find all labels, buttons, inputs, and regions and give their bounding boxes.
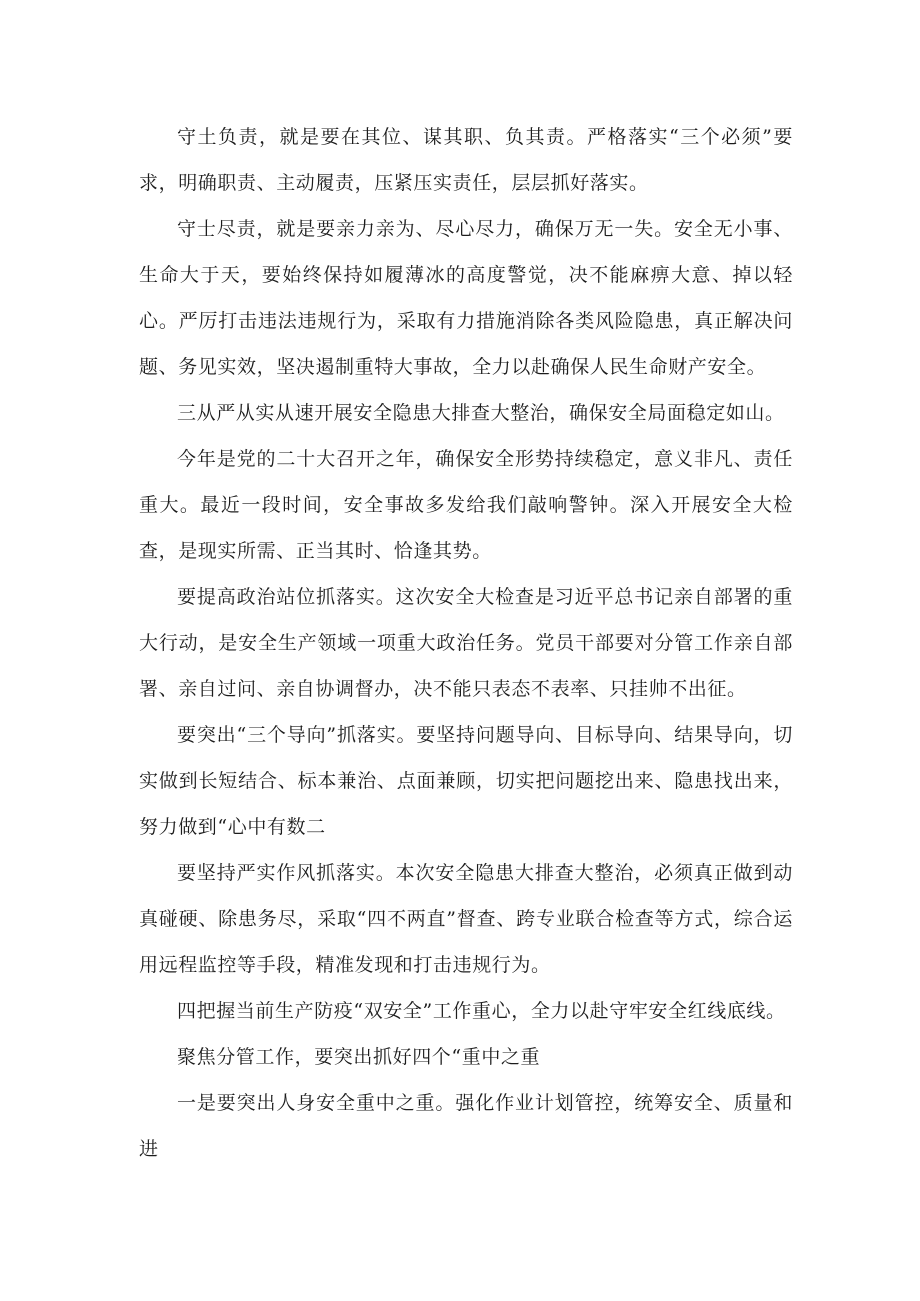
paragraph-5: 要提高政治站位抓落实。这次安全大检查是习近平总书记亲自部署的重大行动，是安全生产领域一项重大政治任务。党员干部要对分管工作亲自部署、亲自过问、亲自协调督办，决不能只表态不表率、只挂帅不出征。 [139, 586, 793, 700]
paragraph-9: 聚焦分管工作，要突出抓好四个“重中之重 [177, 1046, 541, 1068]
paragraph-2: 守士尽责，就是要亲力亲为、尽心尽力，确保万无一失。安全无小事、生命大于天，要始终保持如履薄冰的高度警觉，决不能麻痹大意、掉以轻心。严厉打击违法违规行为，采取有力措施消除各类风险隐患，真正解决问题、务见实效，坚决遏制重特大事故，全力以赴确保人民生命财产安全。 [139, 218, 793, 378]
paragraph-3: 三从严从实从速开展安全隐患大排查大整治，确保安全局面稳定如山。 [177, 402, 785, 424]
paragraph-8: 四把握当前生产防疫“双安全”工作重心，全力以赴守牢安全红线底线。 [177, 1000, 786, 1022]
paragraph-1: 守土负责，就是要在其位、谋其职、负其责。严格落实“三个必须”要求，明确职责、主动履责，压紧压实责任，层层抓好落实。 [139, 126, 793, 194]
paragraph-6: 要突出“三个导向”抓落实。要坚持问题导向、目标导向、结果导向，切实做到长短结合、标本兼治、点面兼顾，切实把问题挖出来、隐患找出来，努力做到“心中有数二 [139, 724, 793, 838]
paragraph-4: 今年是党的二十大召开之年，确保安全形势持续稳定，意义非凡、责任重大。最近一段时间，安全事故多发给我们敲响警钟。深入开展安全大检查，是现实所需、正当其时、恰逢其势。 [139, 448, 793, 562]
paragraph-7: 要坚持严实作风抓落实。本次安全隐患大排查大整治，必须真正做到动真碰硬、除患务尽，采取“四不两直”督查、跨专业联合检查等方式，综合运用远程监控等手段，精准发现和打击违规行为。 [139, 862, 793, 976]
paragraph-10: 一是要突出人身安全重中之重。强化作业计划管控，统筹安全、质量和进 [139, 1092, 793, 1160]
document-body [139, 114, 793, 1172]
